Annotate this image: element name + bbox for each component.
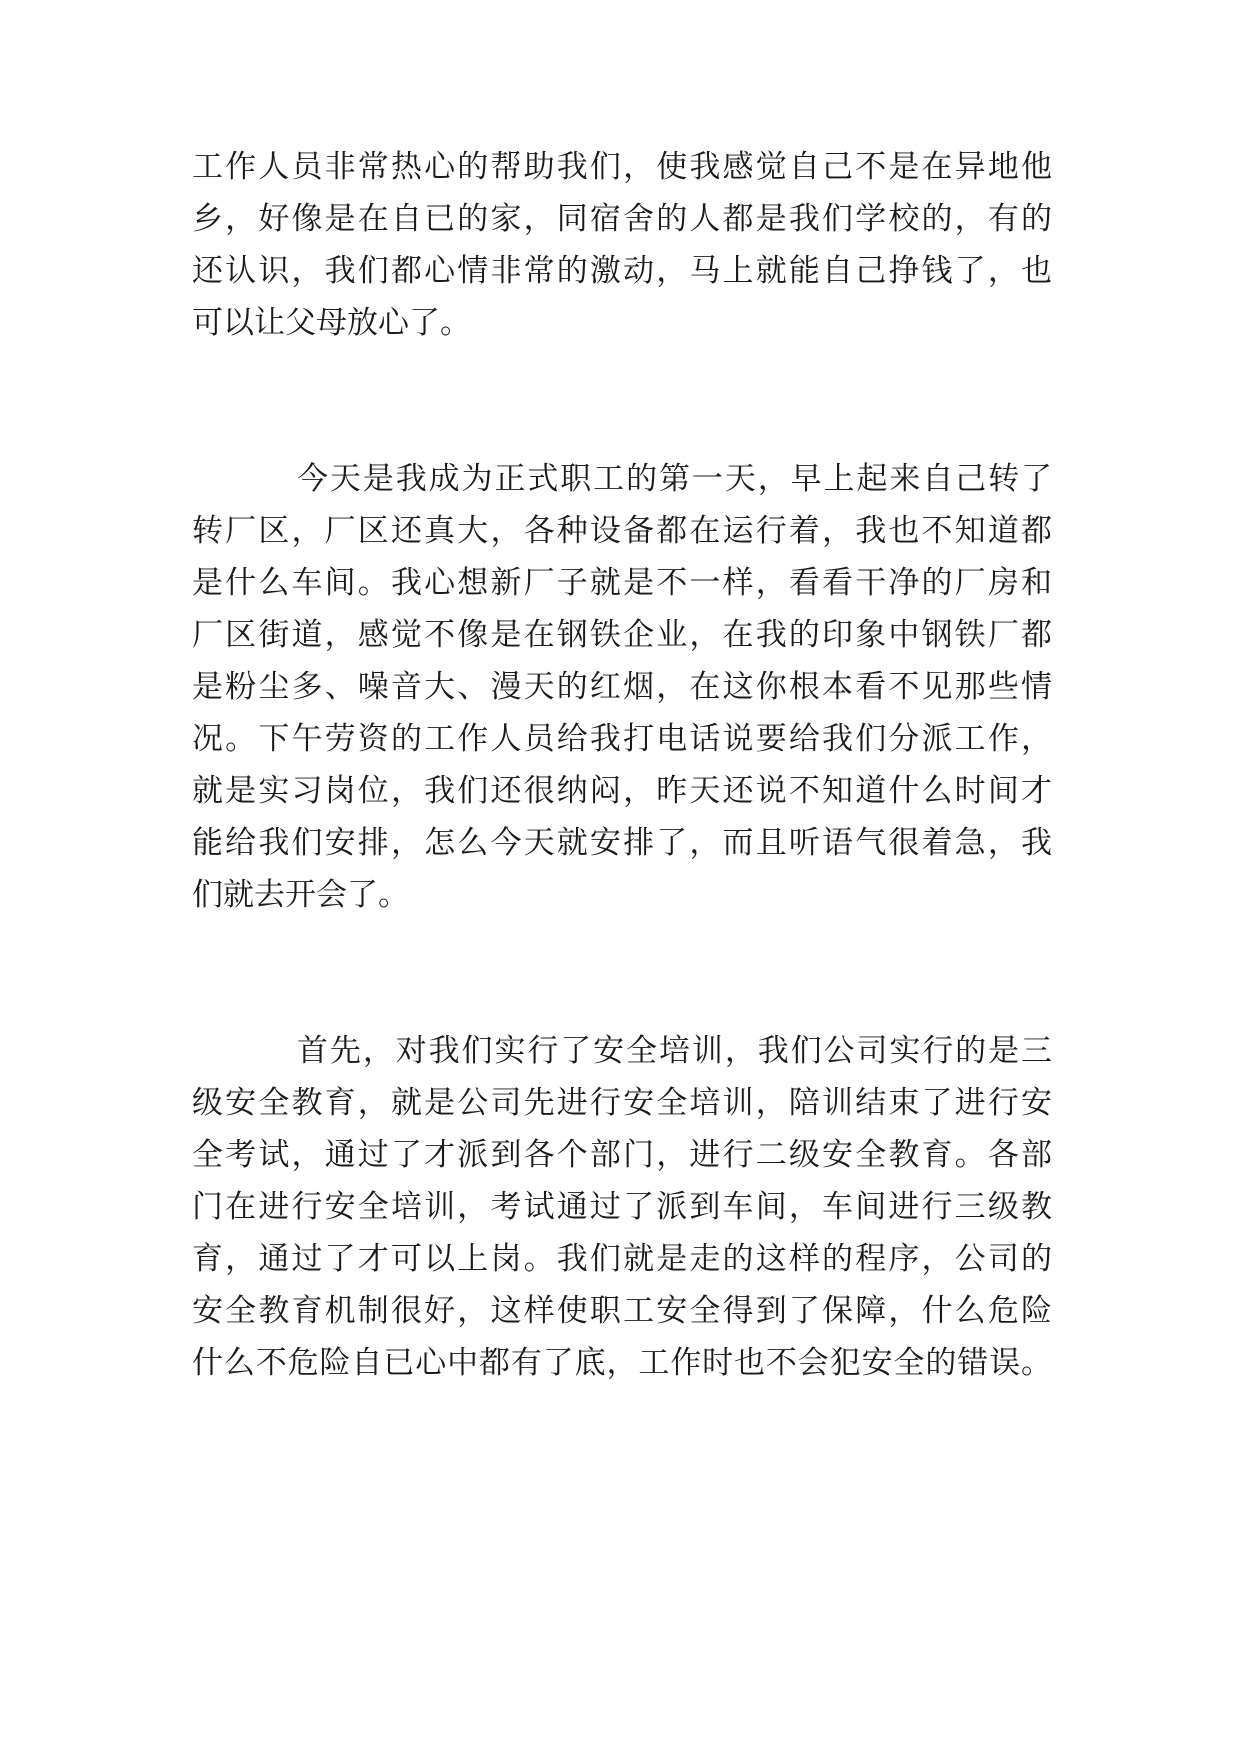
- paragraph-2-line-4: 厂区街道，感觉不像是在钢铁企业，在我的印象中钢铁厂都: [192, 617, 1052, 653]
- paragraph-2-line-2: 转厂区，厂区还真大，各种设备都在运行着，我也不知道都: [192, 513, 1052, 549]
- paragraph-3-line-2: 级安全教育，就是公司先进行安全培训，陪训结束了进行安: [192, 1085, 1052, 1121]
- paragraph-2-line-1: 今天是我成为正式职工的第一天，早上起来自己转了: [297, 461, 1052, 497]
- paragraph-1-line-2: 乡，好像是在自已的家，同宿舍的人都是我们学校的，有的: [192, 201, 1052, 237]
- paragraph-2-line-8: 能给我们安排，怎么今天就安排了，而且听语气很着急，我: [192, 825, 1052, 861]
- paragraph-1-line-1: 工作人员非常热心的帮助我们，使我感觉自己不是在异地他: [192, 149, 1052, 185]
- paragraph-2-line-3: 是什么车间。我心想新厂子就是不一样，看看干净的厂房和: [192, 565, 1052, 601]
- paragraph-2-line-6: 况。下午劳资的工作人员给我打电话说要给我们分派工作，: [192, 721, 1052, 757]
- paragraph-3-line-4: 门在进行安全培训，考试通过了派到车间，车间进行三级教: [192, 1189, 1052, 1225]
- paragraph-2-line-9: 们就去开会了。: [192, 877, 409, 913]
- paragraph-3-line-3: 全考试，通过了才派到各个部门，进行二级安全教育。各部: [192, 1137, 1052, 1173]
- paragraph-2-line-7: 就是实习岗位，我们还很纳闷，昨天还说不知道什么时间才: [192, 773, 1052, 809]
- paragraph-3-line-1: 首先，对我们实行了安全培训，我们公司实行的是三: [297, 1033, 1052, 1069]
- paragraph-2-line-5: 是粉尘多、噪音大、漫天的红烟，在这你根本看不见那些情: [192, 669, 1052, 705]
- paragraph-1-line-4: 可以让父母放心了。: [192, 305, 471, 341]
- paragraph-1-line-3: 还认识，我们都心情非常的激动，马上就能自己挣钱了，也: [192, 253, 1052, 289]
- paragraph-3-line-6: 安全教育机制很好，这样使职工安全得到了保障，什么危险: [192, 1293, 1052, 1329]
- paragraph-3-line-5: 育，通过了才可以上岗。我们就是走的这样的程序，公司的: [192, 1241, 1052, 1277]
- paragraph-3-line-7: 什么不危险自已心中都有了底，工作时也不会犯安全的错误。: [192, 1345, 1052, 1381]
